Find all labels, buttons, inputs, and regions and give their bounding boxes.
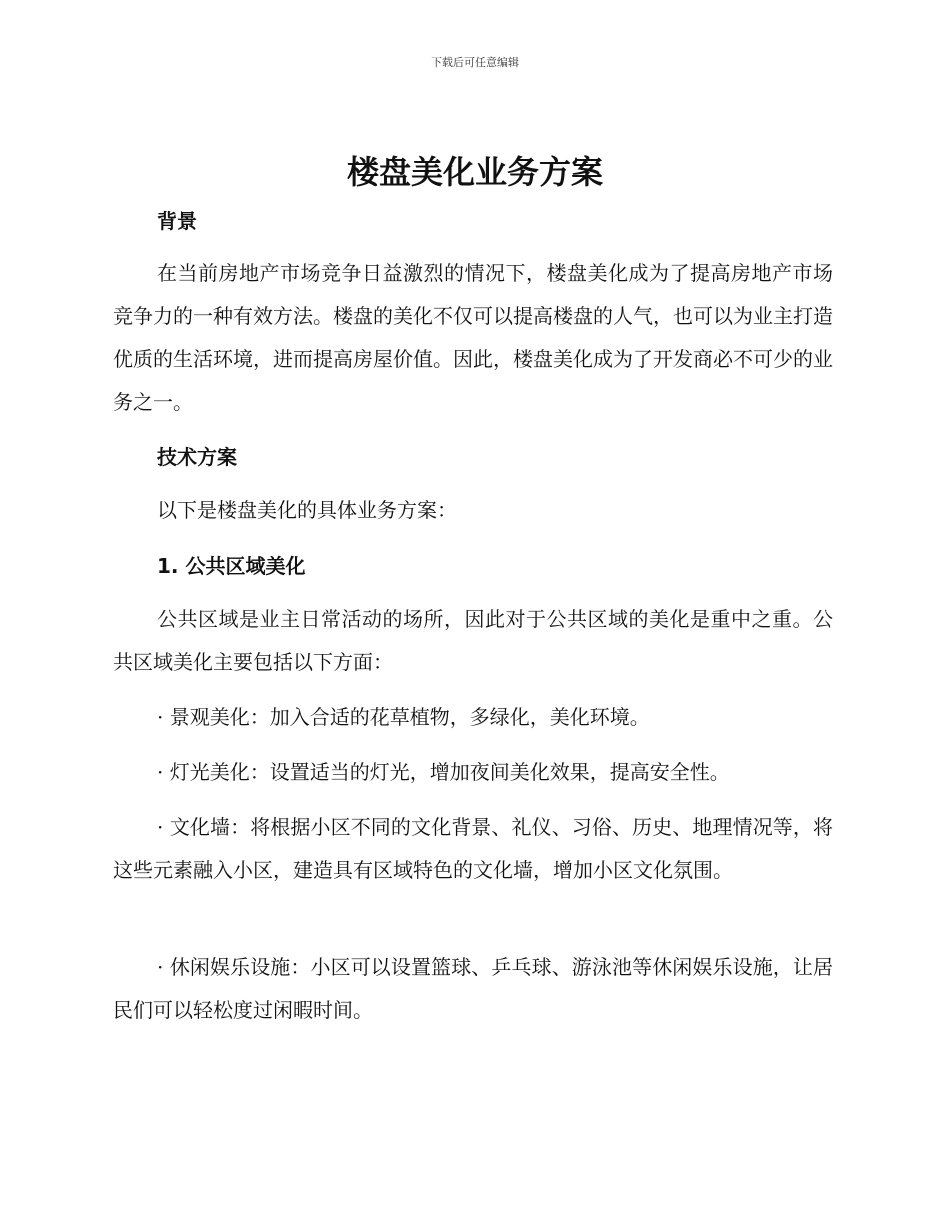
public-area-paragraph: 公共区域是业主日常活动的场所，因此对于公共区域的美化是重中之重。公共区域美化主要包括以下方面： bbox=[113, 607, 833, 674]
bullet-item-landscape: · 景观美化：加入合适的花草植物，多绿化，美化环境。 bbox=[157, 705, 650, 729]
background-paragraph: 在当前房地产市场竞争日益激烈的情况下，楼盘美化成为了提高房地产市场竞争力的一种有效方法。楼盘的美化不仅可以提高楼盘的人气，也可以为业主打造优质的生活环境，进而提高房屋价值。因此，楼盘美化成为了开发商必不可少的业务之一。 bbox=[113, 261, 833, 414]
page-header-note: 下载后可任意编辑 bbox=[431, 56, 519, 69]
bullet-item-lighting: · 灯光美化：设置适当的灯光，增加夜间美化效果，提高安全性。 bbox=[157, 760, 730, 784]
section-heading-tech: 技术方案 bbox=[157, 445, 237, 469]
bullet-item-leisure-facilities: · 休闲娱乐设施：小区可以设置篮球、乒乓球、游泳池等休闲娱乐设施，让居民们可以轻松度过闲暇时间。 bbox=[113, 955, 833, 1022]
bullet-item-culture-wall: · 文化墙：将根据小区不同的文化背景、礼仪、习俗、历史、地理情况等，将这些元素融入小区，建造具有区域特色的文化墙，增加小区文化氛围。 bbox=[113, 815, 833, 882]
section-heading-public-area: 1. 公共区域美化 bbox=[157, 554, 306, 578]
section-heading-background: 背景 bbox=[157, 209, 197, 233]
document-title: 楼盘美化业务方案 bbox=[346, 153, 603, 191]
tech-intro-paragraph: 以下是楼盘美化的具体业务方案： bbox=[157, 498, 457, 522]
